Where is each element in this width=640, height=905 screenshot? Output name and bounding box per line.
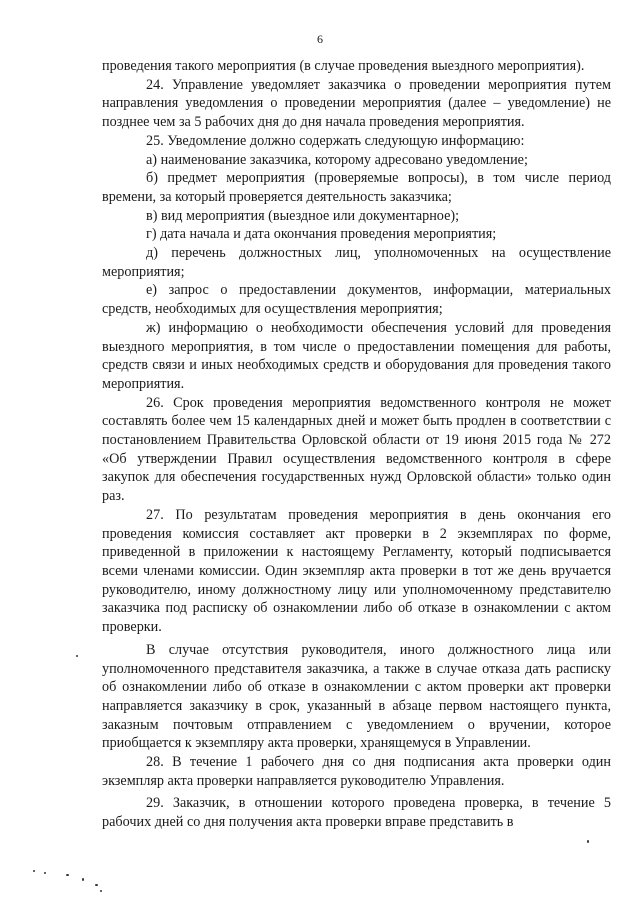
scan-speck xyxy=(95,884,98,886)
list-item-e: е) запрос о предоставлении документов, информации, материальных средств, необходимых для осуществления мероприятия; xyxy=(102,282,611,318)
paragraph-item-25: 25. Уведомление должно содержать следующую информацию: xyxy=(146,132,525,149)
paragraph-item-27-continued: В случае отсутствия руководителя, иного должностного лица или уполномоченного представителя заказчика, а также в случае отказа дать расписку об ознакомлении либо об отказе в ознакомлении с актом проверки акт проверки направляется заказчику в срок, указанный в абзаце первом настоящего пункта, заказным почтовым отправлением с уведомлением о вручении, которое приобщается к экземпляру акта проверки, хранящемуся в Управлении. xyxy=(102,641,611,752)
scan-speck xyxy=(66,874,69,876)
scan-speck xyxy=(82,878,84,881)
list-item-zh: ж) информацию о необходимости обеспечения условий для проведения выездного мероприятия, в том числе о предоставлении помещения для работы, средств связи и иных необходимых средств и оборудования для проведения такого мероприятия. xyxy=(102,319,611,392)
scan-speck xyxy=(44,872,46,874)
scan-speck xyxy=(76,655,78,657)
paragraph-item-26: 26. Срок проведения мероприятия ведомственного контроля не может составлять более чем 15 календарных дней и может быть продлен в соответствии с постановлением Правительства Орловской области от 19 июня 2015 года № 272 «Об утверждении Правил осуществления ведомственного контроля в сфере закупок для обеспечения государственных нужд Орловской области» только один раз. xyxy=(102,394,611,505)
list-item-g: г) дата начала и дата окончания проведения мероприятия; xyxy=(146,226,497,243)
paragraph-item-28: 28. В течение 1 рабочего дня со дня подписания акта проверки один экземпляр акта проверки направляется руководителю Управления. xyxy=(102,754,611,789)
paragraph-item-27: 27. По результатам проведения мероприятия в день окончания его проведения комиссия составляет акт проверки в 2 экземплярах по форме, приведенной в приложении к настоящему Регламенту, который подписывается всеми членами комиссии. Один экземпляр акта проверки в тот же день вручается руководителю, иному должностному лицу или уполномоченному представителю заказчика под расписку об ознакомлении либо об отказе в ознакомлении с актом проверки. xyxy=(102,506,611,636)
list-item-d: д) перечень должностных лиц, уполномоченных на осуществление мероприятия; xyxy=(102,245,611,280)
scan-speck xyxy=(587,840,589,843)
document-body xyxy=(102,57,611,832)
scan-speck xyxy=(100,890,102,892)
list-item-b: б) предмет мероприятия (проверяемые вопросы), в том числе период времени, за который проверяется деятельность заказчика; xyxy=(102,170,611,205)
list-item-v: в) вид мероприятия (выездное или документарное); xyxy=(146,207,460,224)
list-item-a: а) наименование заказчика, которому адресовано уведомление; xyxy=(146,151,528,168)
paragraph-item-29: 29. Заказчик, в отношении которого проведена проверка, в течение 5 рабочих дней со дня получения акта проверки вправе представить в xyxy=(102,795,611,831)
scan-speck xyxy=(33,870,35,872)
paragraph-item-24: 24. Управление уведомляет заказчика о проведении мероприятия путем направления уведомления о проведении мероприятия (далее – уведомление) не позднее чем за 5 рабочих дня до дня начала проведения мероприятия. xyxy=(102,76,611,131)
page-number: 6 xyxy=(317,32,323,46)
paragraph: проведения такого мероприятия (в случае проведения выездного мероприятия). xyxy=(102,58,585,74)
